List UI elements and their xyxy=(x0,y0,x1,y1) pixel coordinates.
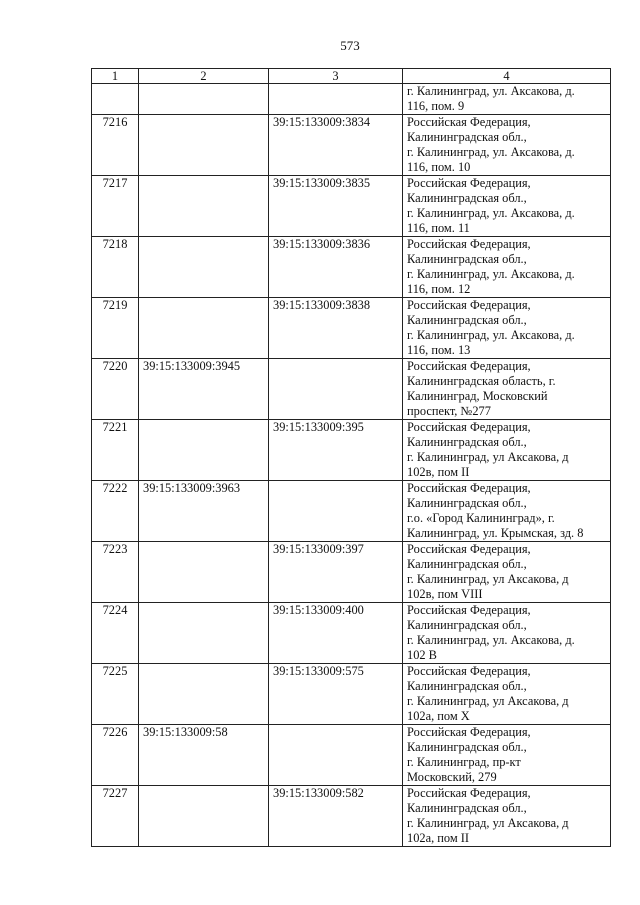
address-line: 116, пом. 11 xyxy=(407,221,470,235)
address-line: Калининградская обл., xyxy=(407,801,527,815)
cadastral-number-col2 xyxy=(139,115,269,176)
address-line: 102 В xyxy=(407,648,437,662)
address-line: 116, пом. 12 xyxy=(407,282,471,296)
address-cell xyxy=(403,359,611,420)
address-line: г. Калининград, ул Аксакова, д xyxy=(407,572,569,586)
address-line: Калининградская обл., xyxy=(407,130,527,144)
row-number-cell: 7225 xyxy=(92,664,139,725)
address-line: Калининградская обл., xyxy=(407,313,527,327)
cadastral-number-col2: 39:15:133009:3945 xyxy=(139,359,269,420)
cadastral-number-col3: 39:15:133009:3834 xyxy=(269,115,403,176)
row-number-cell: 7227 xyxy=(92,786,139,847)
cadastral-number-col2: 39:15:133009:3963 xyxy=(139,481,269,542)
address-cell xyxy=(403,176,611,237)
row-number-cell: 7226 xyxy=(92,725,139,786)
address-line: Российская Федерация, xyxy=(407,420,531,434)
address-cell xyxy=(403,542,611,603)
table-row xyxy=(92,84,611,115)
address-line: Российская Федерация, xyxy=(407,664,531,678)
cadastral-number-col3: 39:15:133009:3838 xyxy=(269,298,403,359)
row-number-cell: 7223 xyxy=(92,542,139,603)
table-row xyxy=(92,115,611,176)
address-line: Российская Федерация, xyxy=(407,481,531,495)
row-number-cell: 7221 xyxy=(92,420,139,481)
address-line: г. Калининград, пр-кт xyxy=(407,755,521,769)
address-line: Российская Федерация, xyxy=(407,359,531,373)
cadastral-number-col3 xyxy=(269,359,403,420)
registry-table xyxy=(91,68,611,847)
row-number-cell xyxy=(92,84,139,115)
address-line: Российская Федерация, xyxy=(407,542,531,556)
address-line: Калининградская обл., xyxy=(407,557,527,571)
address-line: 102в, пом VIII xyxy=(407,587,483,601)
cadastral-number-col3 xyxy=(269,481,403,542)
address-line: г. Калининград, ул. Аксакова, д. xyxy=(407,145,575,159)
address-line: г. Калининград, ул Аксакова, д xyxy=(407,694,569,708)
address-cell xyxy=(403,115,611,176)
address-line: Калининградская обл., xyxy=(407,496,527,510)
page-number: 573 xyxy=(340,38,360,53)
table-body xyxy=(92,84,611,847)
row-number-cell: 7219 xyxy=(92,298,139,359)
address-line: г. Калининград, ул. Аксакова, д. xyxy=(407,267,575,281)
address-line: Калининградская обл., xyxy=(407,191,527,205)
address-line: Российская Федерация, xyxy=(407,115,531,129)
address-line: 102в, пом II xyxy=(407,465,470,479)
address-cell xyxy=(403,664,611,725)
address-line: 102а, пом X xyxy=(407,709,470,723)
cadastral-number-col2 xyxy=(139,542,269,603)
cadastral-number-col2 xyxy=(139,420,269,481)
address-line: Калининградская область, г. xyxy=(407,374,556,388)
column-header-4: 4 xyxy=(403,69,611,84)
table-row xyxy=(92,298,611,359)
cadastral-number-col3: 39:15:133009:3835 xyxy=(269,176,403,237)
address-cell xyxy=(403,603,611,664)
address-line: г. Калининград, ул. Аксакова, д. xyxy=(407,633,575,647)
table-row xyxy=(92,420,611,481)
row-number-cell: 7217 xyxy=(92,176,139,237)
table-row xyxy=(92,176,611,237)
address-line: г.о. «Город Калининград», г. xyxy=(407,511,555,525)
address-line: Калининград, Московский xyxy=(407,389,548,403)
address-cell xyxy=(403,725,611,786)
address-line: проспект, №277 xyxy=(407,404,491,418)
address-line: Калининградская обл., xyxy=(407,252,527,266)
column-header-1: 1 xyxy=(92,69,139,84)
address-line: Калининградская обл., xyxy=(407,679,527,693)
table-row xyxy=(92,359,611,420)
address-line: г. Калининград, ул. Аксакова, д. xyxy=(407,206,575,220)
address-line: г. Калининград, ул Аксакова, д xyxy=(407,816,569,830)
cadastral-number-col3 xyxy=(269,725,403,786)
row-number-cell: 7218 xyxy=(92,237,139,298)
address-cell xyxy=(403,481,611,542)
column-header-2: 2 xyxy=(139,69,269,84)
address-line: Российская Федерация, xyxy=(407,786,531,800)
cadastral-number-col2 xyxy=(139,603,269,664)
cadastral-number-col2 xyxy=(139,237,269,298)
table-row xyxy=(92,664,611,725)
address-line: Российская Федерация, xyxy=(407,237,531,251)
address-line: Калининградская обл., xyxy=(407,618,527,632)
table-row xyxy=(92,725,611,786)
address-line: Российская Федерация, xyxy=(407,725,531,739)
cadastral-number-col2 xyxy=(139,176,269,237)
address-line: Калининградская обл., xyxy=(407,740,527,754)
address-line: Российская Федерация, xyxy=(407,176,531,190)
address-line: г. Калининград, ул Аксакова, д xyxy=(407,450,569,464)
cadastral-number-col2: 39:15:133009:58 xyxy=(139,725,269,786)
address-cell xyxy=(403,237,611,298)
table-row xyxy=(92,542,611,603)
address-cell xyxy=(403,84,611,115)
address-line: Московский, 279 xyxy=(407,770,497,784)
table-row xyxy=(92,603,611,664)
row-number-cell: 7220 xyxy=(92,359,139,420)
address-line: Калининград, ул. Крымская, зд. 8 xyxy=(407,526,584,540)
address-line: Калининградская обл., xyxy=(407,435,527,449)
table-row xyxy=(92,786,611,847)
address-line: 116, пом. 13 xyxy=(407,343,471,357)
cadastral-number-col2 xyxy=(139,84,269,115)
cadastral-number-col3: 39:15:133009:397 xyxy=(269,542,403,603)
address-line: 116, пом. 9 xyxy=(407,99,465,113)
row-number-cell: 7224 xyxy=(92,603,139,664)
address-line: г. Калининград, ул. Аксакова, д. xyxy=(407,84,575,98)
table-row xyxy=(92,237,611,298)
address-line: 102а, пом II xyxy=(407,831,470,845)
cadastral-number-col2 xyxy=(139,664,269,725)
cadastral-number-col3: 39:15:133009:3836 xyxy=(269,237,403,298)
cadastral-number-col3 xyxy=(269,84,403,115)
address-line: Российская Федерация, xyxy=(407,298,531,312)
cadastral-number-col3: 39:15:133009:575 xyxy=(269,664,403,725)
cadastral-number-col2 xyxy=(139,298,269,359)
cadastral-number-col3: 39:15:133009:400 xyxy=(269,603,403,664)
address-cell xyxy=(403,786,611,847)
cadastral-number-col3: 39:15:133009:395 xyxy=(269,420,403,481)
table-header-row xyxy=(92,69,611,84)
cadastral-number-col2 xyxy=(139,786,269,847)
row-number-cell: 7216 xyxy=(92,115,139,176)
row-number-cell: 7222 xyxy=(92,481,139,542)
address-line: Российская Федерация, xyxy=(407,603,531,617)
cadastral-number-col3: 39:15:133009:582 xyxy=(269,786,403,847)
column-header-3: 3 xyxy=(269,69,403,84)
address-cell xyxy=(403,298,611,359)
address-line: г. Калининград, ул. Аксакова, д. xyxy=(407,328,575,342)
address-cell xyxy=(403,420,611,481)
table-row xyxy=(92,481,611,542)
address-line: 116, пом. 10 xyxy=(407,160,471,174)
